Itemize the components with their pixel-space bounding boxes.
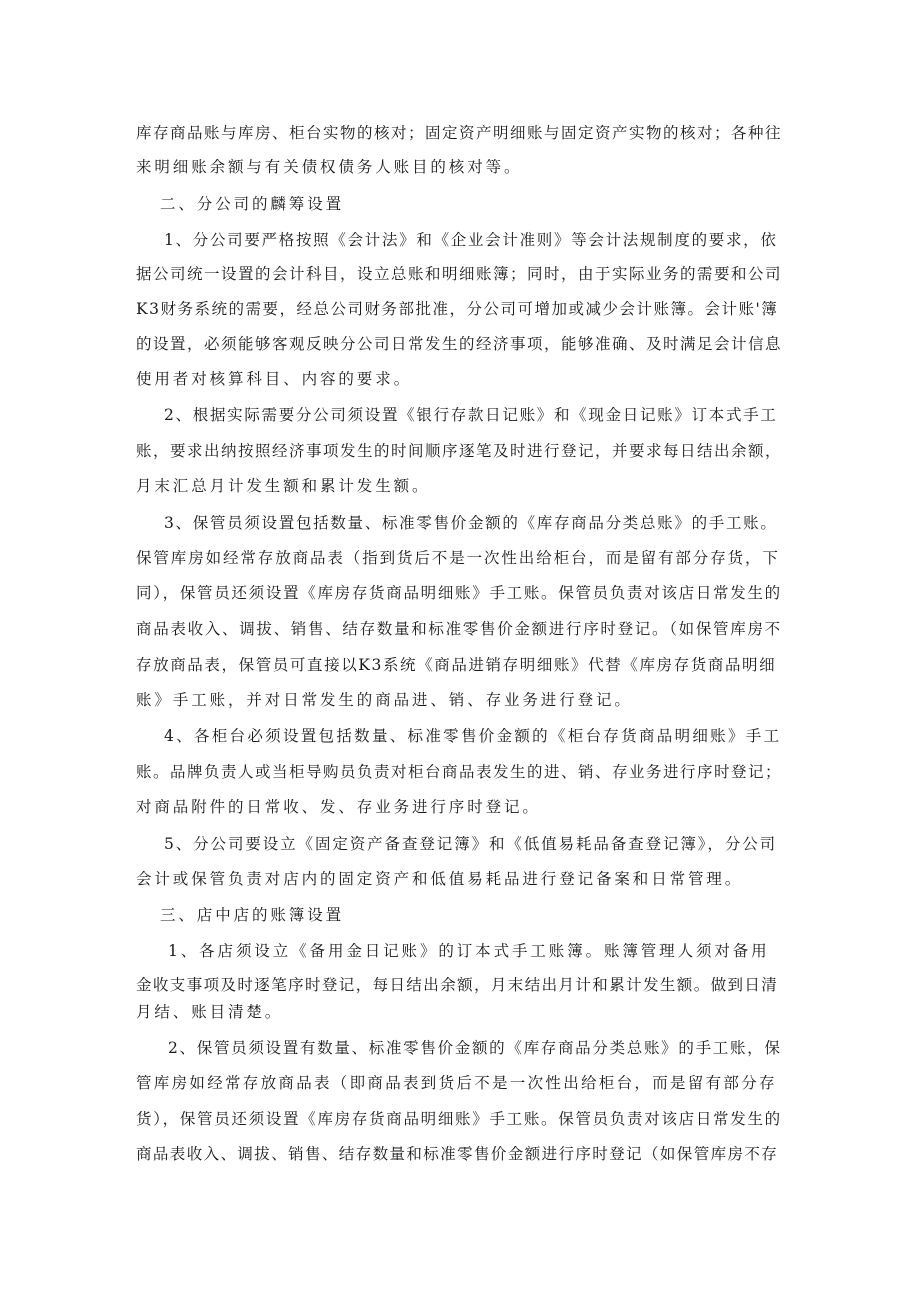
text-line: 的设置，必须能够客观反映分公司日常发生的经济事项，能够准确、及时满足会计信息 [136, 335, 783, 353]
text-line: 据公司统一设置的会计科目，设立总账和明细账簿；同时，由于实际业务的需要和公司 [136, 265, 783, 283]
text-line: 对商品附件的日常收、发、存业务进行序时登记。 [136, 798, 541, 816]
section-heading: 二、分公司的麟筹设置 [160, 195, 345, 213]
text-line: 商品表收入、调拔、销售、结存数量和标准零售价金额进行序时登记（如保管库房不存 [136, 1145, 779, 1163]
text-line: 账，要求出纳按照经济事项发生的时间顺序逐笔及时进行登记，并要求每日结出余额， [136, 442, 783, 460]
text-line: 使用者对核算科目、内容的要求。 [136, 370, 413, 388]
text-line: 1、各店须设立《备用金日记账》的订本式手工账簿。账簿管理人须对备用 [168, 942, 770, 960]
text-line: 货），保管员还须设置《库房存货商品明细账》手工账。保管员负责对该店日常发生的 [136, 1110, 782, 1128]
text-line: 月末汇总月计发生额和累计发生额。 [136, 477, 431, 495]
text-line: K3财务系统的需要，经总公司财务部批准，分公司可增加或减少会计账簿。会计账'簿 [136, 300, 779, 318]
text-line: 同），保管员还须设置《库房存货商品明细账》手工账。保管员负责对该店日常发生的 [136, 584, 782, 602]
text-line: 来明细账余额与有关债权债务人账目的核对等。 [136, 158, 523, 176]
text-line: 商品表收入、调拔、销售、结存数量和标准零售价金额进行序时登记。（如保管库房不 [136, 620, 782, 638]
text-line: 3、保管员须设置包括数量、标准零售价金额的《库存商品分类总账》的手工账。 [164, 514, 778, 532]
text-line: 保管库房如经常存放商品表（指到货后不是一次性出给柜台，而是留有部分存货，下 [136, 549, 780, 567]
text-line: 5、分公司要设立《固定资产备查登记簿》和《低值易耗品备查登记簿》，分公司 [164, 835, 778, 853]
text-line: 会计或保管负责对店内的固定资产和低值易耗品进行登记备案和日常管理。 [136, 870, 744, 888]
text-line: 管库房如经常存放商品表（即商品表到货后不是一次性出给柜台，而是留有部分存 [136, 1074, 777, 1092]
text-line: 2、根据实际需要分公司须设置《银行存款日记账》和《现金日记账》订本式手工 [164, 406, 778, 424]
text-line: 1、分公司要严格按照《会计法》和《企业会计准则》等会计法规制度的要求，依 [164, 231, 778, 249]
text-line: 账。品牌负责人或当柜导购员负责对柜台商品表发生的进、销、存业务进行序时登记； [136, 763, 783, 781]
text-line: 账》手工账，并对日常发生的商品进、销、存业务进行登记。 [136, 691, 633, 709]
text-line: 2、保管员须设置有数量、标准零售价金额的《库存商品分类总账》的手工账，保 [168, 1039, 782, 1057]
text-line: 4、各柜台必须设置包括数量、标准零售价金额的《柜台存货商品明细账》手工 [164, 727, 782, 745]
text-line: 月结、账目清楚。 [136, 1003, 284, 1021]
text-line: 存放商品表，保管员可直接以K3系统《商品进销存明细账》代替《库房存货商品明细 [136, 656, 777, 674]
text-line: 库存商品账与库房、柜台实物的核对；固定资产明细账与固定资产实物的核对；各种往 [136, 124, 783, 142]
text-line: 金收支事项及时逐笔序时登记，每日结出余额，月末结出月计和累计发生额。做到日清 [136, 976, 779, 994]
section-heading: 三、店中店的账簿设置 [160, 906, 345, 924]
